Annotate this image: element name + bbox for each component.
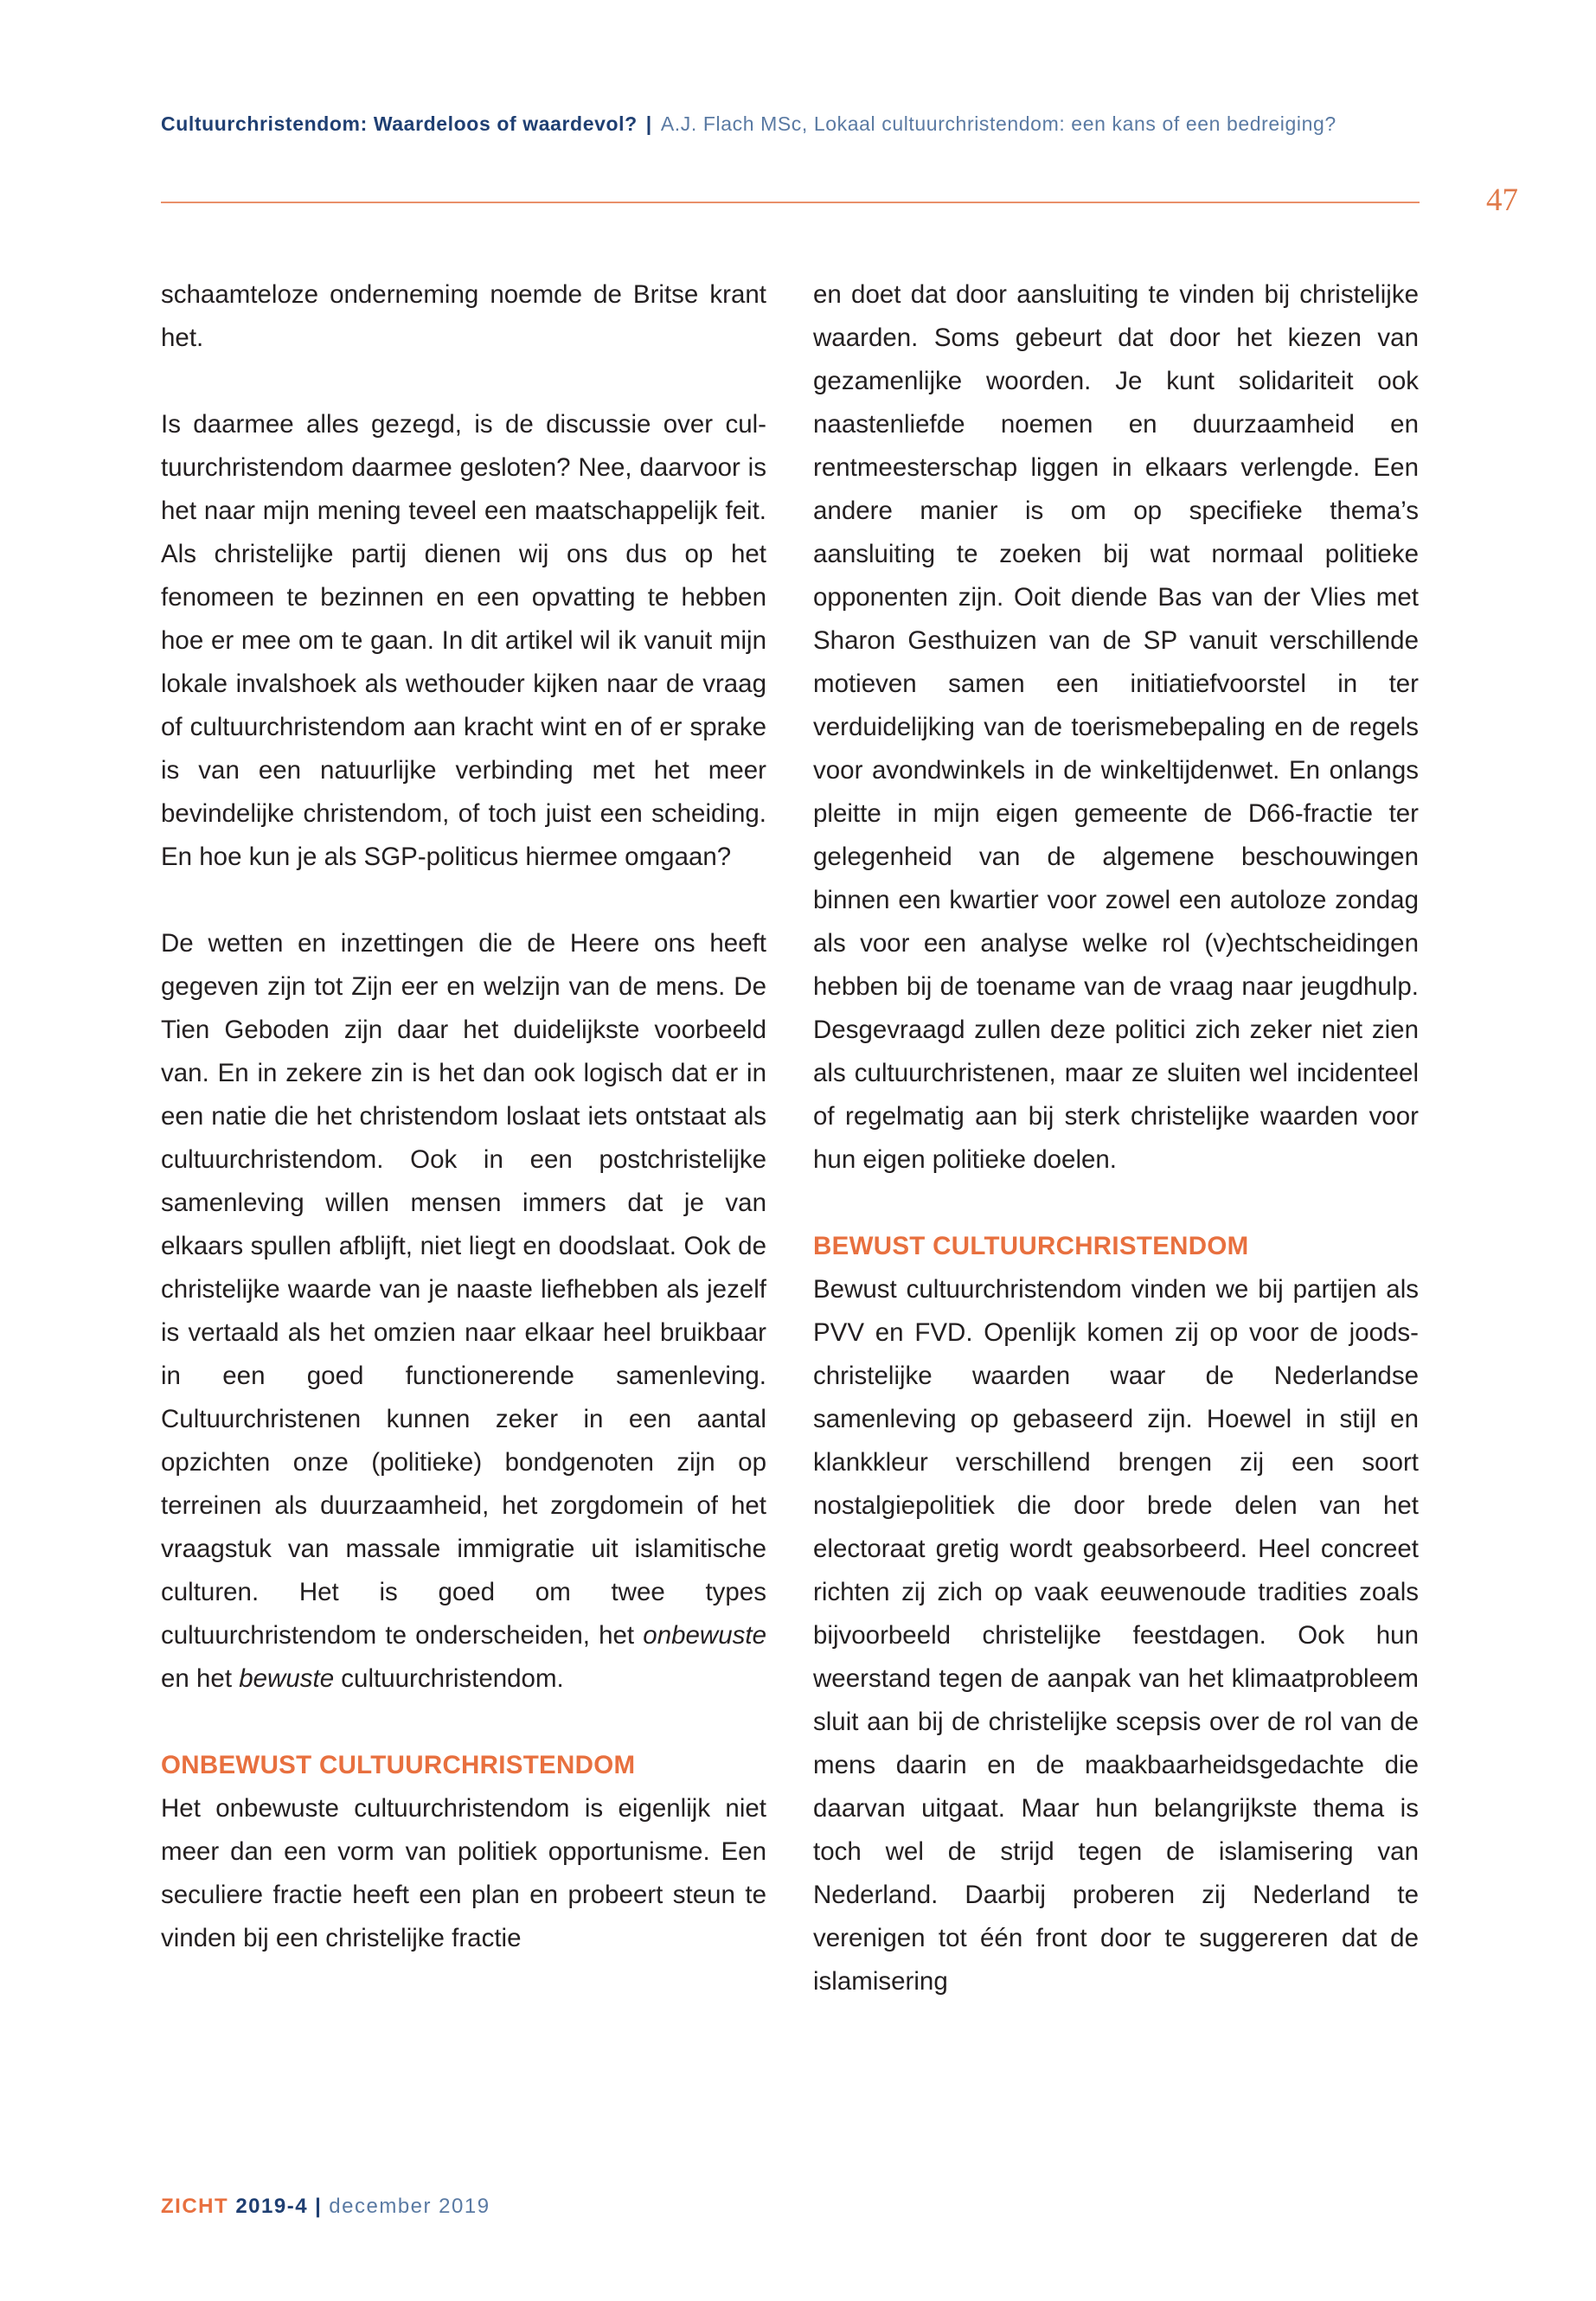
section-heading-onbewust: ONBEWUST CULTUURCHRISTENDOM — [161, 1751, 636, 1779]
issue-number: 2019-4 — [235, 2195, 309, 2218]
page-number: 47 — [1486, 183, 1518, 218]
right-column — [813, 273, 1419, 2003]
paragraph: Is daarmee alles gezegd, is de discussie over cultuurchristendom daarmee gesloten? Nee, daarvoor is het naar mijn mening teveel een maatschappelijk feit. Als christelijke partij dienen wij ons dus op het fenomeen te bezinnen en een opvatting te hebben hoe er mee om te gaan. In dit artikel wil ik vanuit mijn lokale invalshoek als wethouder kijken naar de vraag of cultuurchristendom aan kracht wint en of er sprake is van een natuurlijke verbinding met het meer bevindelijke christendom, of toch juist een scheiding. En hoe kun je als SGP-politicus hiermee omgaan? — [161, 410, 766, 871]
footer — [161, 2195, 490, 2219]
paragraph: Bewust cultuurchristendom vinden we bij partijen als PVV en FVD. Openlijk komen zij op voor de joods-christelijke waarden waar de Nederlandse samenleving op gebaseerd zijn. Hoewel in stijl en klankkleur verschillend brengen zij een soort nostalgiepolitiek die door brede delen van het electoraat gretig wordt geabsorbeerd. Heel concreet richten zij zich op vaak eeuwenoude tradities zoals bijvoorbeeld christelijke feestdagen. Ook hun weerstand tegen de aanpak van het klimaatprobleem sluit aan bij de christelijke scepsis over de rol van de mens daarin en de maakbaarheidsgedachte die daarvan uitgaat. Maar hun belangrijkste thema is toch wel de strijd tegen de islamisering van Nederland. Daarbij proberen zij Nederland te verenigen tot één front door te suggereren dat de islamisering — [813, 1275, 1419, 1996]
paragraph: schaamteloze onderneming noemde de Britse krant het. — [161, 280, 766, 352]
emphasis-onbewuste: onbewuste — [643, 1621, 766, 1650]
emphasis-bewuste: bewuste — [239, 1664, 335, 1693]
footer-separator: | — [315, 2195, 323, 2218]
paragraph: Het onbewuste cultuurchristendom is eigenlijk niet meer dan een vorm van politiek opportunisme. Een seculiere fractie heeft een plan en probeert steun te vinden bij een christelijke fractie — [161, 1794, 766, 1952]
running-head — [161, 112, 1424, 136]
section-heading-bewust: BEWUST CULTUURCHRISTENDOM — [813, 1232, 1249, 1260]
paragraph: en doet dat door aansluiting te vinden bij christelijke waarden. Soms gebeurt dat door het kiezen van gezamenlijke woorden. Je kunt solidariteit ook naastenliefde noemen en duurzaamheid en rentmeesterschap liggen in elkaars verlengde. Een andere manier is om op specifieke thema’s aansluiting te zoeken bij wat normaal politieke opponenten zijn. Ooit diende Bas van der Vlies met Sharon Gesthuizen van de SP vanuit verschillende motieven samen een initiatiefvoorstel in ter verduidelijking van de toerismebepaling en de regels voor avondwinkels in de winkeltijdenwet. En onlangs pleitte in mijn eigen gemeente de D66-fractie ter gelegenheid van de algemene beschouwingen binnen een kwartier voor zowel een autoloze zondag als voor een analyse welke rol (v)echtscheidingen hebben bij de toename van de vraag naar jeugdhulp. Desgevraagd zullen deze politici zich zeker niet zien als cultuurchristenen, maar ze sluiten wel incidenteel of regelmatig aan bij sterk christelijke waarden voor hun eigen politieke doelen. — [813, 280, 1419, 1174]
journal-title: Cultuurchristendom: Waardeloos of waardevol? — [161, 112, 638, 135]
article-reference: A.J. Flach MSc, Lokaal cultuurchristendom: een kans of een bedreiging? — [660, 112, 1336, 135]
left-column — [161, 273, 766, 1960]
journal-brand: ZICHT — [161, 2195, 229, 2218]
header-separator: | — [645, 112, 652, 135]
header-rule — [161, 202, 1420, 203]
issue-date: december 2019 — [329, 2195, 490, 2218]
paragraph: De wetten en inzettingen die de Heere ons heeft gegeven zijn tot Zijn eer en welzijn van de mens. De Tien Geboden zijn daar het duidelijkste voorbeeld van. En in zekere zin is het dan ook logisch dat er in een natie die het christendom loslaat iets ontstaat als cultuurchristendom. Ook in een postchristelijke samenleving willen mensen immers dat je van elkaars spullen afblijft, niet liegt en doodslaat. Ook de christelijke waarde van je naaste liefhebben als jezelf is vertaald als het omzien naar elkaar heel bruikbaar in een goed functionerende samenleving. Cultuurchristenen kunnen zeker in een aantal opzichten onze (politieke) bondgenoten zijn op terreinen als duurzaamheid, het zorgdomein of het vraagstuk van massale immigratie uit islamitische culturen. Het is goed om twee types cultuurchristendom te onderscheiden, het onbewuste en het bewuste cultuurchristendom. — [161, 929, 766, 1693]
